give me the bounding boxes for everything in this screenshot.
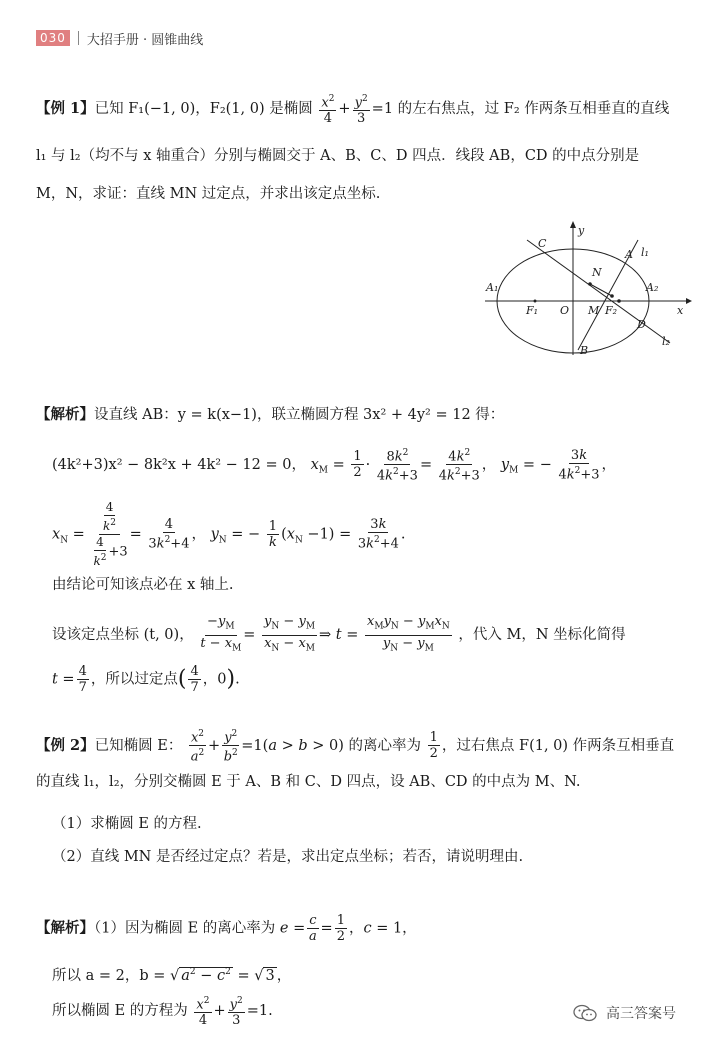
frac-3k: $\frac{3k}{4k^2+3}$ [558, 447, 600, 482]
frac-c-a: $\frac{c}{a}$ [309, 913, 317, 944]
page-header [36, 28, 203, 48]
label-c: C [538, 237, 547, 250]
sol1-text-5: ，所以过定点 [90, 671, 178, 688]
frac-4-7-point: $\frac{4}{7}$ [190, 664, 199, 695]
frac-slope-1: $\frac{-y_M}{t - x_M}$ [200, 614, 242, 654]
sol1-label: 【解析】 [36, 406, 94, 423]
ex1-line-3: M，N，求证：直线 MN 过定点，并求出该定点坐标. [36, 186, 381, 202]
watermark [572, 1003, 676, 1023]
sol2-line-3: 所以椭圆 E 的方程为 $\frac{x^2}{4}$ + $\frac{y^2}{3}$ =1. [52, 996, 273, 1029]
ex2-label: 【例 2】 [36, 736, 95, 754]
ex1-label: 【例 1】 [36, 100, 95, 118]
ex1-text-a: 已知 F₁(−1, 0)，F₂(1, 0) 是椭圆 [94, 101, 313, 118]
sol2-line-2: 所以 a = 2，b = √ $a^2 - c^2$ = √ 3 ， [52, 967, 292, 984]
ex2-question-1: （1）求椭圆 E 的方程. [52, 816, 202, 832]
sol1-text-4a: 设该定点坐标 (t, 0)， [52, 627, 194, 644]
frac-4k2: $\frac{4k^2}{4k^2+3}$ [438, 448, 480, 484]
frac-x2-4: $\frac{x^2}{4}$ [321, 94, 335, 127]
sol1-text-1: 设直线 AB：y = k(x−1)，联立椭圆方程 3x² + 4y² = 12 得： [94, 407, 505, 423]
header-divider [78, 31, 79, 45]
sol2-text-2: 所以 a = 2，b = [52, 967, 166, 984]
frac-1-2-ecc: $\frac{1}{2}$ [429, 730, 438, 762]
sol2-line-1: 【解析】（1）因为椭圆 E 的离心率为 e = $\frac{c}{a}$ = $\frac{1}{2}$ ，c = 1， [36, 913, 417, 944]
frac-y2-b2: $\frac{y^2}{b^2}$ [223, 729, 238, 765]
label-b: B [580, 344, 589, 357]
sol1-line-6: t = $\frac{4}{7}$ ，所以过定点( $\frac{4}{7}$ ，0). [52, 664, 240, 695]
frac-xn-nested: $\frac{4}{k^2}$ $\frac{4}{k^2}$ +3 [93, 500, 128, 568]
ex2-question-2: （2）直线 MN 是否经过定点？若是，求出定点坐标；若否，请说明理由. [52, 849, 524, 865]
label-m: M [588, 304, 600, 317]
frac-t: $\frac{x_My_N - y_Mx_N}{y_N - y_M}$ [367, 614, 450, 654]
label-a1: A₁ [486, 281, 499, 294]
frac-x2-4-b: $\frac{x^2}{4}$ [196, 996, 210, 1029]
frac-1-2: $\frac{1}{2}$ [353, 449, 362, 481]
label-n: N [592, 266, 602, 279]
ex2-text-c: ，过右焦点 F(1, 0) 作两条互相垂直 [441, 737, 675, 754]
sol2-text-1: （1）因为椭圆 E 的离心率为 [94, 920, 276, 937]
header-title: 大招手册 · 圆锥曲线 [86, 32, 204, 48]
wechat-icon [572, 1003, 598, 1023]
frac-1-k: $\frac{1}{k}$ [268, 519, 278, 550]
frac-4-7: $\frac{4}{7}$ [78, 664, 87, 695]
sol2-label: 【解析】 [36, 919, 94, 937]
label-o: O [560, 304, 570, 317]
frac-y2-3: $\frac{y^2}{3}$ [354, 94, 368, 127]
ex2-text-a: 已知椭圆 E： [94, 737, 183, 754]
ellipse-figure [480, 218, 695, 358]
frac-4-3k2: $\frac{4}{3k^2+4}$ [148, 517, 190, 552]
ex2-line-1: 【例 2】已知椭圆 E： $\frac{x^2}{a^2}$ + $\frac{y^2}{b^2}$ =1(a > b > 0) 的离心率为 $\frac{1}{2}$ ，过右焦点 F(1, 0) 作两条互相垂直 [36, 729, 675, 765]
sol1-line-4: 由结论可知该点必在 x 轴上. [52, 577, 234, 593]
label-y: y [578, 224, 585, 237]
frac-y2-3-b: $\frac{y^2}{3}$ [229, 996, 243, 1029]
label-a2: A₂ [646, 281, 659, 294]
sol1-line-2: (4k²+3)x² − 8k²x + 4k² − 12 = 0， $x_M$ = $\frac{1}{2}$ · $\frac{8k^2}{4k^2+3}$ = $\frac{4k^2}{4k^2+3}$ ， $y_M$ = − $\frac{3k}{4k^2+3}$ ， [52, 447, 617, 484]
sol1-text-2: (4k²+3)x² − 8k²x + 4k² − 12 = 0， [52, 456, 306, 473]
label-f2: F₂ [605, 304, 618, 317]
frac-slope-2: $\frac{y_N - y_M}{x_N - x_M}$ [264, 614, 316, 654]
ex2-text-b: 的离心率为 [348, 737, 422, 754]
sol1-line-3: $x_N$ = $\frac{4}{k^2}$ $\frac{4}{k^2}$ +3 = $\frac{4}{3k^2+4}$ ， $y_N$ = − $\frac{1}{k}$ $(x_N -1)$ = $\frac{3k}{3k^2+4}$ . [52, 500, 406, 568]
ex1-line-2: l₁ 与 l₂（均不与 x 轴重合）分别与椭圆交于 A、B、C、D 四点．线段 AB，CD 的中点分别是 [36, 148, 640, 164]
frac-3k-3k2: $\frac{3k}{3k^2+4}$ [357, 517, 399, 552]
frac-1-2-e: $\frac{1}{2}$ [336, 913, 345, 944]
frac-x2-a2: $\frac{x^2}{a^2}$ [190, 729, 205, 765]
label-l1: l₁ [641, 246, 649, 259]
label-l2: l₂ [662, 335, 670, 348]
sol2-text-3: 所以椭圆 E 的方程为 [52, 1003, 188, 1020]
watermark-text: 高三答案号 [606, 1006, 676, 1022]
ex1-line-1: 【例 1】已知 F₁(−1, 0)，F₂(1, 0) 是椭圆 $\frac{x^2}{4}$ + $\frac{y^2}{3}$ =1 的左右焦点，过 F₂ 作两条互相垂直的直线 [36, 94, 670, 127]
label-a: A [625, 248, 633, 261]
sol1-line-5: 设该定点坐标 (t, 0)， $\frac{-y_M}{t - x_M}$ = $\frac{y_N - y_M}{x_N - x_M}$ ⇒ t = $\frac{x_My_N - y_Mx_N}{y_N - y_M}$ ，代入 M，N 坐标化简得 [52, 614, 626, 656]
label-d: D [637, 318, 646, 331]
ex2-line-2: 的直线 l₁，l₂，分别交椭圆 E 于 A、B 和 C、D 四点，设 AB、CD 的中点为 M、N. [36, 774, 581, 790]
ex1-text-b: 的左右焦点，过 F₂ 作两条互相垂直的直线 [397, 101, 670, 118]
page-number: 030 [36, 30, 70, 46]
sol1-text-4b: ，代入 M，N 坐标化简得 [458, 627, 626, 644]
label-f1: F₁ [526, 304, 539, 317]
frac-8k2: $\frac{8k^2}{4k^2+3}$ [376, 448, 418, 484]
label-x: x [677, 304, 684, 317]
sol1-line-1 [36, 404, 504, 426]
